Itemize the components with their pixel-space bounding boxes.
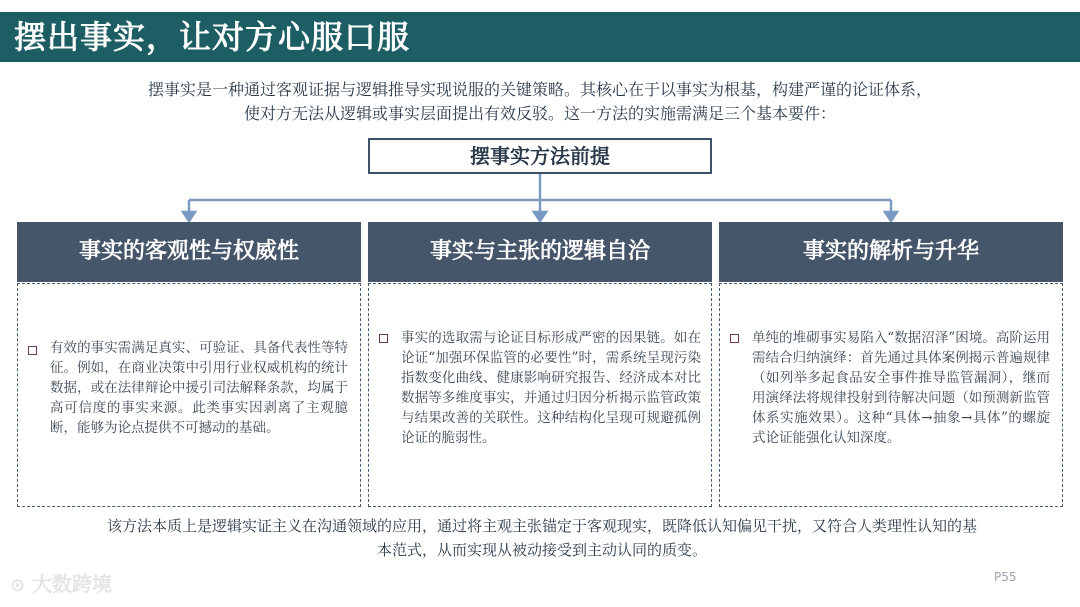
summary-line-2: 本范式，从而实现从被动接受到主动认同的质变。 — [376, 541, 707, 559]
page-number: P55 — [994, 570, 1017, 584]
watermark-logo — [10, 570, 112, 598]
logo-icon: ⊙ — [10, 575, 26, 596]
arrow-right-icon — [885, 212, 897, 221]
column-3-text: 单纯的堆砌事实易陷入“数据沼泽”困境。高阶运用需结合归纳演绎：首先通过具体案例揭示普遍规律（如列举多起食品安全事件推导监管漏洞），继而用演绎法将规律投射到待解决问题（如预测新监管体系实施效果）。这种“具体→抽象→具体”的螺旋式论证能强化认知深度。 — [752, 330, 1050, 446]
square-bullet-icon — [28, 346, 37, 355]
arrow-center-icon — [534, 212, 546, 221]
page-title: 摆出事实，让对方心服口服 — [14, 18, 411, 56]
square-bullet-icon — [730, 334, 739, 343]
column-1-heading: 事实的客观性与权威性 — [17, 222, 361, 282]
arrow-left-icon — [183, 212, 195, 221]
column-1-text: 有效的事实需满足真实、可验证、具备代表性等特征。例如，在商业决策中引用行业权威机构的统计数据，或在法律辩论中援引司法解释条款，均属于高可信度的事实来源。此类事实因剥离了主观臆断，能够为论点提供不可撼动的基础。 — [50, 340, 348, 436]
column-3-heading: 事实的解析与升华 — [719, 222, 1063, 282]
premise-box: 摆事实方法前提 — [368, 138, 712, 174]
column-1-body — [17, 283, 361, 507]
column-2-body — [368, 283, 712, 507]
summary-paragraph — [22, 514, 1062, 562]
summary-line-1: 该方法本质上是逻辑实证主义在沟通领域的应用，通过将主观主张锚定于客观现实，既降低认知偏见干扰，又符合人类理性认知的基 — [106, 517, 977, 535]
intro-line-1: 摆事实是一种通过客观证据与逻辑推导实现说服的关键策略。其核心在于以事实为根基，构建严谨的论证体系， — [147, 80, 932, 99]
intro-line-2: 使对方无法从逻辑或事实层面提出有效反驳。这一方法的实施需满足三个基本要件： — [243, 104, 836, 123]
square-bullet-icon — [379, 334, 388, 343]
column-2-text: 事实的选取需与论证目标形成严密的因果链。如在论证“加强环保监管的必要性”时，需系统呈现污染指数变化曲线、健康影响研究报告、经济成本对比数据等多维度事实，并通过归因分析揭示监管政策与结果改善的关联性。这种结构化呈现可规避孤例论证的脆弱性。 — [401, 330, 701, 446]
column-2-heading: 事实与主张的逻辑自洽 — [368, 222, 712, 282]
watermark-text: 大数跨境 — [32, 572, 113, 596]
column-3-body — [719, 283, 1063, 507]
